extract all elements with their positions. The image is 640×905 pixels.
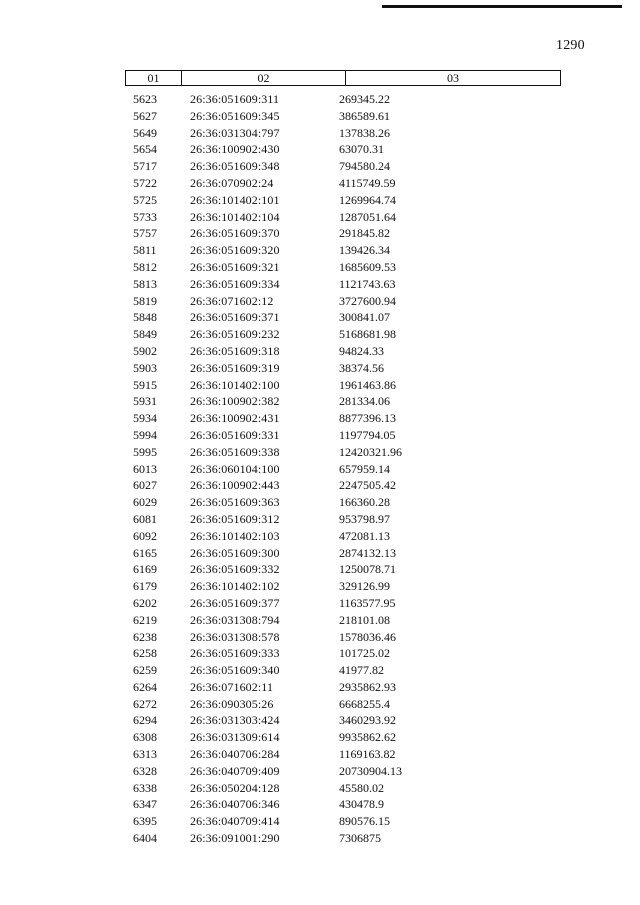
table-cell-01: 5623 — [133, 92, 157, 106]
table-cell-01: 5848 — [133, 310, 157, 325]
table-cell-01: 5813 — [133, 276, 157, 291]
table-row — [0, 242, 640, 259]
table-cell-01: 6092 — [133, 528, 157, 543]
table-cell-02: 26:36:051609:300 — [190, 545, 280, 560]
table-cell-03: 1121743.63 — [339, 276, 396, 291]
table-cell-03: 386589.61 — [339, 108, 390, 123]
table-cell-03: 269345.22 — [339, 92, 390, 106]
table-cell-02: 26:36:101402:103 — [190, 528, 280, 543]
table-cell-02: 26:36:091001:290 — [190, 831, 280, 846]
table-row — [0, 141, 640, 158]
table-cell-03: 657959.14 — [339, 461, 390, 476]
table-cell-03: 8877396.13 — [339, 411, 396, 426]
table-row — [0, 528, 640, 545]
table-cell-03: 472081.13 — [339, 528, 390, 543]
table-cell-01: 5915 — [133, 377, 157, 392]
table-cell-01: 6272 — [133, 696, 157, 711]
table-cell-02: 26:36:051609:318 — [190, 343, 280, 358]
table-cell-03: 218101.08 — [339, 612, 390, 627]
table-cell-01: 6081 — [133, 511, 157, 526]
table-cell-02: 26:36:051609:370 — [190, 226, 280, 241]
table-cell-02: 26:36:060104:100 — [190, 461, 280, 476]
table-cell-03: 5168681.98 — [339, 327, 396, 342]
table-cell-02: 26:36:051609:371 — [190, 310, 280, 325]
table-cell-02: 26:36:031304:797 — [190, 125, 280, 140]
table-cell-01: 5811 — [133, 243, 157, 258]
table-cell-01: 5717 — [133, 159, 157, 174]
table-cell-03: 1197794.05 — [339, 427, 396, 442]
table-cell-01: 5819 — [133, 293, 157, 308]
table-row — [0, 494, 640, 511]
table-cell-03: 3460293.92 — [339, 713, 396, 728]
table-cell-02: 26:36:051609:319 — [190, 360, 280, 375]
table-cell-02: 26:36:101402:102 — [190, 579, 280, 594]
table-row — [0, 629, 640, 646]
table-cell-02: 26:36:051609:333 — [190, 646, 280, 661]
table-cell-01: 5902 — [133, 343, 157, 358]
table-cell-02: 26:36:100902:430 — [190, 142, 280, 157]
table-cell-02: 26:36:040706:346 — [190, 797, 280, 812]
table-cell-02: 26:36:040709:414 — [190, 814, 280, 829]
table-cell-02: 26:36:051609:331 — [190, 427, 280, 442]
table-row — [0, 158, 640, 175]
table-cell-03: 2247505.42 — [339, 478, 396, 493]
table-cell-01: 5994 — [133, 427, 157, 442]
table-row — [0, 780, 640, 797]
table-cell-01: 6013 — [133, 461, 157, 476]
header-cell-03: 03 — [447, 71, 459, 85]
table-cell-03: 281334.06 — [339, 394, 390, 409]
table-row — [0, 343, 640, 360]
table-cell-03: 1287051.64 — [339, 209, 396, 224]
table-cell-02: 26:36:051609:340 — [190, 663, 280, 678]
table-cell-03: 94824.33 — [339, 343, 384, 358]
table-cell-01: 6347 — [133, 797, 157, 812]
table-cell-01: 6027 — [133, 478, 157, 493]
table-cell-01: 5757 — [133, 226, 157, 241]
table-cell-01: 5654 — [133, 142, 157, 157]
table-cell-02: 26:36:051609:311 — [190, 92, 280, 106]
table-cell-01: 6308 — [133, 730, 157, 745]
table-cell-03: 1250078.71 — [339, 562, 396, 577]
table-cell-01: 6264 — [133, 679, 157, 694]
table-row — [0, 763, 640, 780]
table-cell-03: 38374.56 — [339, 360, 384, 375]
table-cell-03: 1961463.86 — [339, 377, 396, 392]
table-cell-03: 794580.24 — [339, 159, 390, 174]
table-row — [0, 309, 640, 326]
table-cell-03: 1269964.74 — [339, 192, 396, 207]
table-cell-01: 6313 — [133, 747, 157, 762]
table-cell-03: 291845.82 — [339, 226, 390, 241]
table-row — [0, 712, 640, 729]
table-cell-03: 139426.34 — [339, 243, 390, 258]
table-row — [0, 91, 640, 108]
table-cell-02: 26:36:071602:12 — [190, 293, 274, 308]
table-cell-03: 953798.97 — [339, 511, 390, 526]
table-row — [0, 729, 640, 746]
table-cell-03: 7306875 — [339, 831, 381, 846]
table-cell-02: 26:36:031309:614 — [190, 730, 280, 745]
table-cell-02: 26:36:051609:321 — [190, 259, 280, 274]
table-cell-02: 26:36:101402:100 — [190, 377, 280, 392]
table-row — [0, 746, 640, 763]
table-row — [0, 293, 640, 310]
table-cell-03: 9935862.62 — [339, 730, 396, 745]
table-row — [0, 393, 640, 410]
table-cell-02: 26:36:100902:382 — [190, 394, 280, 409]
table-cell-01: 6328 — [133, 763, 157, 778]
table-cell-03: 329126.99 — [339, 579, 390, 594]
table-row — [0, 696, 640, 713]
table-cell-02: 26:36:040709:409 — [190, 763, 280, 778]
table-cell-02: 26:36:050204:128 — [190, 780, 280, 795]
table-cell-01: 6179 — [133, 579, 157, 594]
table-row — [0, 444, 640, 461]
table-cell-03: 890576.15 — [339, 814, 390, 829]
table-cell-01: 5903 — [133, 360, 157, 375]
table-row — [0, 225, 640, 242]
table-row — [0, 461, 640, 478]
table-row — [0, 192, 640, 209]
table-row — [0, 662, 640, 679]
table-cell-01: 5649 — [133, 125, 157, 140]
table-cell-03: 63070.31 — [339, 142, 384, 157]
table-cell-02: 26:36:100902:431 — [190, 411, 280, 426]
table-cell-02: 26:36:051609:348 — [190, 159, 280, 174]
table-cell-01: 6029 — [133, 495, 157, 510]
table-row — [0, 612, 640, 629]
table-row — [0, 108, 640, 125]
table-row — [0, 410, 640, 427]
table-cell-02: 26:36:031303:424 — [190, 713, 280, 728]
table-header — [125, 70, 561, 86]
table-cell-01: 6202 — [133, 595, 157, 610]
table-cell-03: 1578036.46 — [339, 629, 396, 644]
table-cell-03: 430478.9 — [339, 797, 384, 812]
table-row — [0, 578, 640, 595]
table-row — [0, 427, 640, 444]
table-cell-02: 26:36:051609:363 — [190, 495, 280, 510]
table-cell-02: 26:36:051609:232 — [190, 327, 280, 342]
table-row — [0, 360, 640, 377]
table-cell-01: 5849 — [133, 327, 157, 342]
table-cell-01: 6165 — [133, 545, 157, 560]
table-cell-03: 2874132.13 — [339, 545, 396, 560]
table-cell-01: 6219 — [133, 612, 157, 627]
table-row — [0, 545, 640, 562]
table-cell-01: 6395 — [133, 814, 157, 829]
table-cell-01: 6294 — [133, 713, 157, 728]
table-row — [0, 326, 640, 343]
table-cell-03: 45580.02 — [339, 780, 384, 795]
table-cell-03: 1685609.53 — [339, 259, 396, 274]
table-row — [0, 796, 640, 813]
table-cell-01: 5812 — [133, 259, 157, 274]
top-rule — [382, 5, 622, 8]
table-cell-03: 20730904.13 — [339, 763, 402, 778]
table-cell-02: 26:36:051609:332 — [190, 562, 280, 577]
table-row — [0, 377, 640, 394]
table-row — [0, 175, 640, 192]
table-cell-01: 5934 — [133, 411, 157, 426]
table-cell-01: 6169 — [133, 562, 157, 577]
table-cell-02: 26:36:051609:320 — [190, 243, 280, 258]
table-row — [0, 813, 640, 830]
table-row — [0, 477, 640, 494]
table-cell-02: 26:36:051609:345 — [190, 108, 280, 123]
table-cell-01: 5627 — [133, 108, 157, 123]
table-row — [0, 125, 640, 142]
table-cell-03: 137838.26 — [339, 125, 390, 140]
table-cell-02: 26:36:040706:284 — [190, 747, 280, 762]
table-cell-01: 6258 — [133, 646, 157, 661]
table-row — [0, 830, 640, 847]
table-cell-02: 26:36:031308:794 — [190, 612, 280, 627]
table-cell-01: 6404 — [133, 831, 157, 846]
table-cell-01: 5995 — [133, 444, 157, 459]
table-cell-02: 26:36:051609:334 — [190, 276, 280, 291]
table-cell-03: 1169163.82 — [339, 747, 396, 762]
table-row — [0, 645, 640, 662]
table-cell-02: 26:36:051609:312 — [190, 511, 280, 526]
table-cell-02: 26:36:070902:24 — [190, 175, 274, 190]
table-row — [0, 561, 640, 578]
table-cell-01: 5931 — [133, 394, 157, 409]
table-row — [0, 276, 640, 293]
table-cell-02: 26:36:090305:26 — [190, 696, 274, 711]
header-cell-01: 01 — [126, 71, 182, 85]
table-cell-01: 5725 — [133, 192, 157, 207]
table-cell-03: 6668255.4 — [339, 696, 390, 711]
table-row — [0, 259, 640, 276]
table-cell-01: 5722 — [133, 175, 157, 190]
table-cell-02: 26:36:031308:578 — [190, 629, 280, 644]
table-cell-01: 6238 — [133, 629, 157, 644]
table-cell-02: 26:36:051609:377 — [190, 595, 280, 610]
table-cell-03: 41977.82 — [339, 663, 384, 678]
table-cell-03: 12420321.96 — [339, 444, 402, 459]
table-cell-03: 1163577.95 — [339, 595, 396, 610]
table-cell-02: 26:36:071602:11 — [190, 679, 274, 694]
table-cell-01: 5733 — [133, 209, 157, 224]
table-cell-03: 2935862.93 — [339, 679, 396, 694]
table-cell-03: 4115749.59 — [339, 175, 396, 190]
table-row — [0, 595, 640, 612]
table-cell-03: 166360.28 — [339, 495, 390, 510]
page-number: 1290 — [556, 38, 585, 53]
header-cell-02: 02 — [182, 71, 346, 85]
table-cell-03: 3727600.94 — [339, 293, 396, 308]
table-row — [0, 209, 640, 226]
table-row — [0, 679, 640, 696]
table-cell-03: 300841.07 — [339, 310, 390, 325]
table-cell-03: 101725.02 — [339, 646, 390, 661]
table-cell-02: 26:36:101402:101 — [190, 192, 280, 207]
table-cell-01: 6338 — [133, 780, 157, 795]
table-body — [0, 91, 640, 847]
table-row — [0, 511, 640, 528]
table-cell-02: 26:36:101402:104 — [190, 209, 280, 224]
table-cell-02: 26:36:100902:443 — [190, 478, 280, 493]
table-cell-02: 26:36:051609:338 — [190, 444, 280, 459]
table-cell-01: 6259 — [133, 663, 157, 678]
